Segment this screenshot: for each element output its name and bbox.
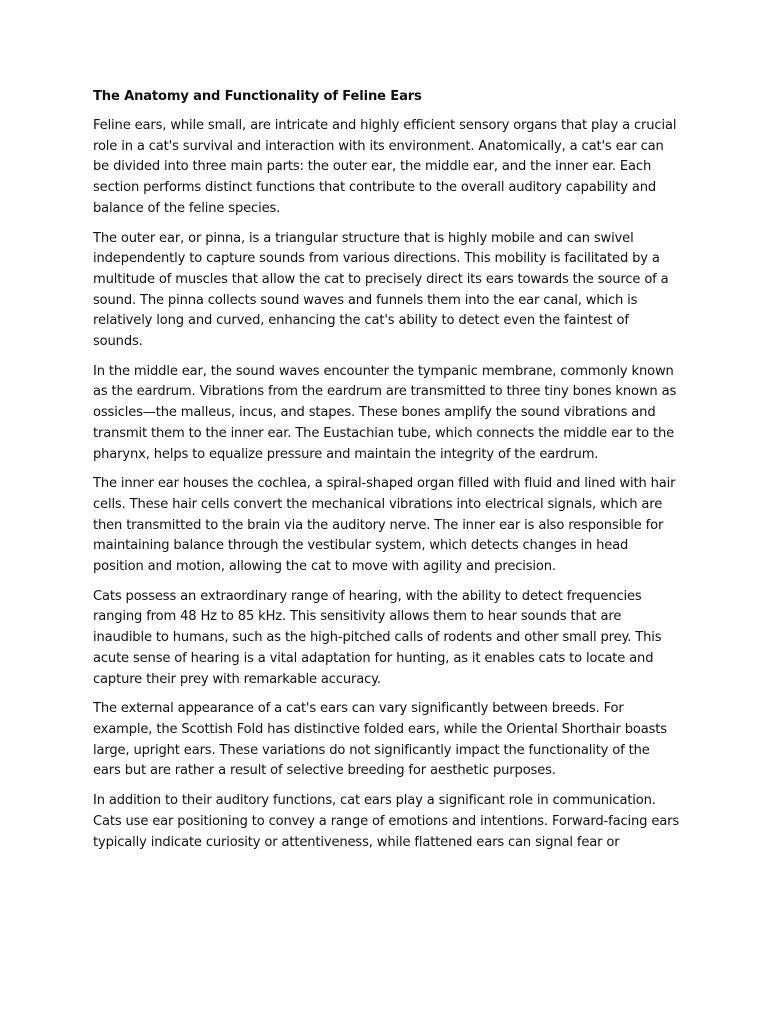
document-body bbox=[93, 87, 679, 862]
paragraph-outer-ear: The outer ear, or pinna, is a triangular structure that is highly mobile and can swivel independently to capture sounds from various directions. This mobility is facilitated by a multitude of muscles that allow the cat to precisely direct its ears towards the source of a sound. The pinna collects sound waves and funnels them into the ear canal, which is relatively long and curved, enhancing the cat's ability to detect even the faintest of sounds. bbox=[93, 230, 669, 350]
paragraph-middle-ear: In the middle ear, the sound waves encounter the tympanic membrane, commonly known as the eardrum. Vibrations from the eardrum are transmitted to three tiny bones known as ossicles—the malleus, incus, and stapes. These bones amplify the sound vibrations and transmit them to the inner ear. The Eustachian tube, which connects the middle ear to the pharynx, helps to equalize pressure and maintain the integrity of the eardrum. bbox=[93, 363, 677, 462]
paragraph-hearing-range: Cats possess an extraordinary range of hearing, with the ability to detect frequencies ranging from 48 Hz to 85 kHz. This sensitivity allows them to hear sounds that are inaudible to humans, such as the high-pitched calls of rodents and other small prey. This acute sense of hearing is a vital adaptation for hunting, as it enables cats to locate and capture their prey with remarkable accuracy. bbox=[93, 588, 662, 687]
paragraph-communication: In addition to their auditory functions, cat ears play a significant role in communication. Cats use ear positioning to convey a range of emotions and intentions. Forward-facing ears typically indicate curiosity or attentiveness, while flattened ears can signal fear or bbox=[93, 793, 679, 850]
paragraph-inner-ear: The inner ear houses the cochlea, a spiral-shaped organ filled with fluid and lined with hair cells. These hair cells convert the mechanical vibrations into electrical signals, which are then transmitted to the brain via the auditory nerve. The inner ear is also responsible for maintaining balance through the vestibular system, which detects changes in head position and motion, allowing the cat to move with agility and precision. bbox=[93, 476, 676, 575]
paragraph-breed-variation: The external appearance of a cat's ears can vary significantly between breeds. For example, the Scottish Fold has distinctive folded ears, while the Oriental Shorthair boasts large, upright ears. These variations do not significantly impact the functionality of the ears but are rather a result of selective breeding for aesthetic purposes. bbox=[93, 701, 667, 779]
document-title: The Anatomy and Functionality of Feline Ears bbox=[93, 89, 422, 104]
paragraph-intro: Feline ears, while small, are intricate and highly efficient sensory organs that play a crucial role in a cat's survival and interaction with its environment. Anatomically, a cat's ear can be divided into three main parts: the outer ear, the middle ear, and the inner ear. Each section performs distinct functions that contribute to the overall auditory capability and balance of the feline species. bbox=[93, 118, 677, 216]
